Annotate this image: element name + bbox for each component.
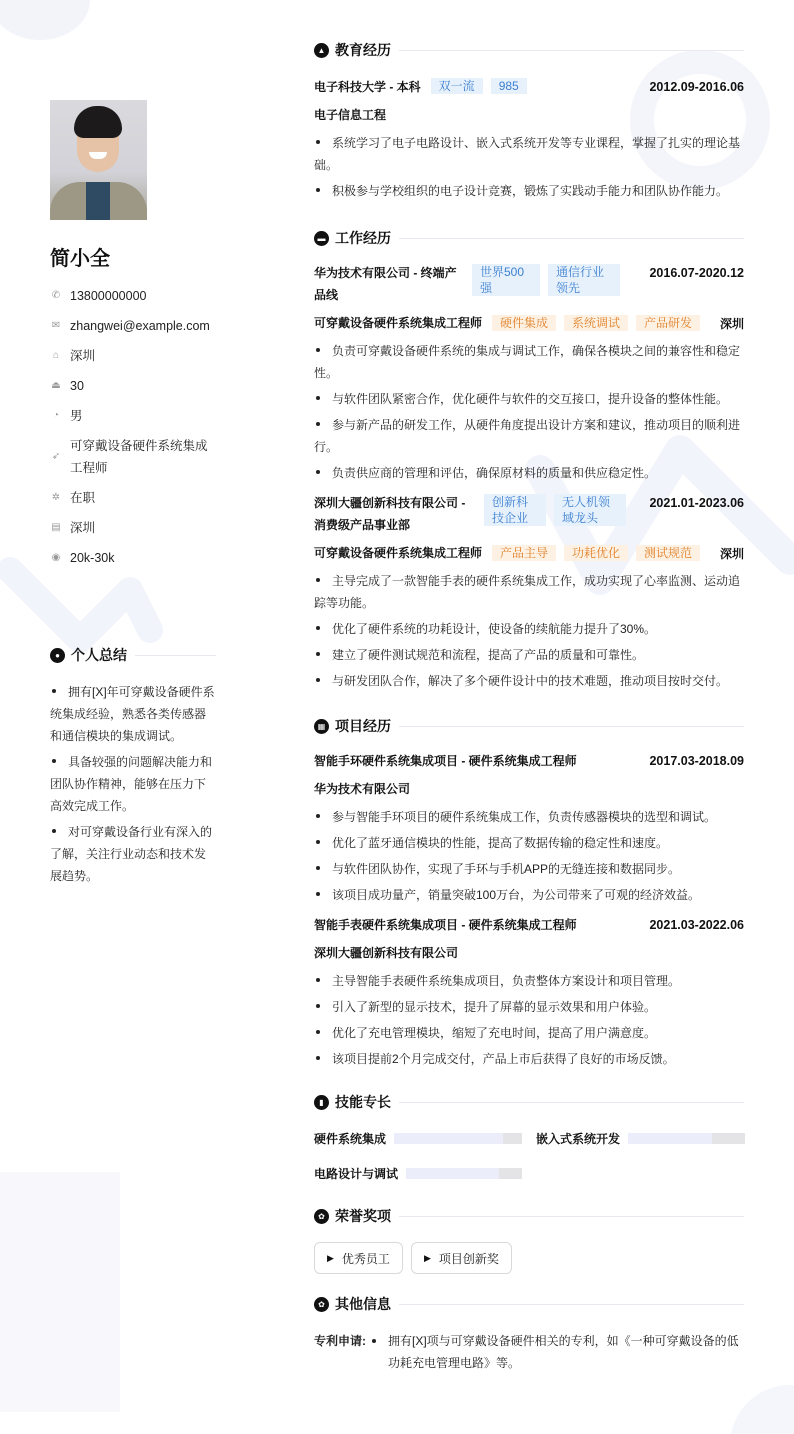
summary-list <box>50 681 216 887</box>
list-item: 拥有[X]年可穿戴设备硬件系统集成经验，熟悉各类传感器和通信模块的集成调试。 <box>50 685 215 743</box>
section-header: ✿ 其他信息 <box>314 1294 744 1314</box>
project-name: 智能手环硬件系统集成项目 - 硬件系统集成工程师 <box>314 754 577 768</box>
main-content <box>314 40 744 1374</box>
decorative-circle <box>0 0 90 40</box>
avatar <box>50 100 147 220</box>
divider <box>399 1216 744 1217</box>
work-entry-header <box>314 492 744 536</box>
work-bullets <box>314 570 744 692</box>
decorative-rect <box>0 1172 120 1412</box>
awards-section <box>314 1206 744 1274</box>
summary-section <box>50 645 216 891</box>
cake-icon: ⏏ <box>51 380 61 391</box>
section-header: ▬ 工作经历 <box>314 228 744 248</box>
phone-icon: ✆ <box>51 290 61 301</box>
divider <box>399 238 744 239</box>
position-title: 可穿戴设备硬件系统集成工程师 <box>314 546 483 560</box>
company-name: 深圳大疆创新科技有限公司 - 消费级产品事业部 <box>314 496 466 532</box>
home-icon: ⌂ <box>52 350 60 361</box>
section-header: ▲ 教育经历 <box>314 40 744 60</box>
project-entry-header <box>314 914 744 936</box>
send-icon: ➶ <box>51 451 61 462</box>
list-item: 参与智能手环项目的硬件系统集成工作，负责传感器模块的选型和调试。 <box>314 806 744 828</box>
work-section <box>314 228 744 692</box>
date-range: 2021.03-2022.06 <box>649 918 744 932</box>
list-item: 优化了充电管理模块，缩短了充电时间，提高了用户满意度。 <box>314 1022 744 1044</box>
list-item: 与软件团队紧密合作，优化硬件与软件的交互接口，提升设备的整体性能。 <box>314 388 744 410</box>
list-item: 主导智能手表硬件系统集成项目，负责整体方案设计和项目管理。 <box>314 970 744 992</box>
skill-tag: 产品主导 <box>492 545 556 561</box>
list-item: 优化了硬件系统的功耗设计，使设备的续航能力提升了30%。 <box>314 618 744 640</box>
skills-section <box>314 1092 744 1182</box>
skill-bar <box>394 1133 522 1144</box>
list-item: 参与新产品的研发工作，从硬件角度提出设计方案和建议，推动项目的顺利进行。 <box>314 418 741 454</box>
salary-icon: ◉ <box>51 552 61 563</box>
section-title: 个人总结 <box>71 647 127 663</box>
section-header: ▦ 项目经历 <box>314 716 744 736</box>
graduation-cap-icon: ▲ <box>314 43 329 58</box>
list-item: 主导完成了一款智能手表的硬件系统集成工作，成功实现了心率监测、运动追踪等功能。 <box>314 574 741 610</box>
work-location: 深圳 <box>719 546 744 561</box>
list-item: 优化了蓝牙通信模块的性能，提高了数据传输的稳定性和速度。 <box>314 832 744 854</box>
company-name: 华为技术有限公司 - 终端产品线 <box>314 266 457 302</box>
section-header: ✿ 荣誉奖项 <box>314 1206 744 1226</box>
skill-tag: 功耗优化 <box>564 545 628 561</box>
contact-info-list <box>50 285 216 569</box>
company-tag: 通信行业领先 <box>548 264 620 296</box>
divider <box>399 1102 744 1103</box>
status-icon: ✲ <box>51 492 61 503</box>
skill-item: 硬件系统集成 <box>314 1130 522 1147</box>
divider <box>399 1304 744 1305</box>
school-name: 电子科技大学 - 本科 <box>314 80 421 94</box>
info-age: ⏏ 30 <box>50 375 216 397</box>
info-gender: ◔ 男 <box>50 405 216 427</box>
skill-item: 嵌入式系统开发 <box>536 1130 745 1147</box>
email-icon: ✉ <box>51 320 61 331</box>
bar-chart-icon: ▮ <box>314 1095 329 1110</box>
info-icon: ✿ <box>314 1297 329 1312</box>
info-job-target: ➶ 可穿戴设备硬件系统集成工程师 <box>50 435 216 479</box>
info-salary: ◉ 20k-30k <box>50 547 216 569</box>
briefcase-icon: ▬ <box>314 231 329 246</box>
gender-icon: ◔ <box>52 410 60 421</box>
award-item[interactable]: ▶ 项目创新奖 <box>411 1242 512 1274</box>
date-range: 2016.07-2020.12 <box>649 266 744 280</box>
patent-row <box>314 1330 744 1374</box>
project-entry-header <box>314 750 744 772</box>
list-item: 负责供应商的管理和评估，确保原材料的质量和供应稳定性。 <box>314 462 744 484</box>
building-icon: ▤ <box>51 522 61 533</box>
education-entry-header <box>314 76 744 98</box>
section-header <box>50 645 216 665</box>
play-icon: ▶ <box>327 1252 334 1263</box>
project-company: 深圳大疆创新科技有限公司 <box>314 946 459 960</box>
skill-item: 电路设计与调试 <box>314 1165 522 1182</box>
skill-bar <box>406 1168 522 1179</box>
project-bullets <box>314 970 744 1070</box>
list-item: 积极参与学校组织的电子设计竞赛，锻炼了实践动手能力和团队协作能力。 <box>314 180 744 202</box>
info-target-city: ▤ 深圳 <box>50 517 216 539</box>
list-item: 负责可穿戴设备硬件系统的集成与调试工作，确保各模块之间的兼容性和稳定性。 <box>314 344 741 380</box>
school-tag: 双一流 <box>431 78 483 94</box>
info-location: ⌂ 深圳 <box>50 345 216 367</box>
education-bullets <box>314 132 744 202</box>
other-section <box>314 1294 744 1374</box>
position-title: 可穿戴设备硬件系统集成工程师 <box>314 316 483 330</box>
info-status: ✲ 在职 <box>50 487 216 509</box>
work-location: 深圳 <box>719 316 744 331</box>
project-company: 华为技术有限公司 <box>314 782 411 796</box>
patent-label: 专利申请: <box>314 1334 366 1348</box>
company-tag: 创新科技企业 <box>484 494 546 526</box>
list-item: 对可穿戴设备行业有深入的了解，关注行业动态和技术发展趋势。 <box>50 825 213 883</box>
divider <box>399 726 744 727</box>
company-tag: 世界500强 <box>472 264 540 296</box>
info-email: ✉ zhangwei@example.com <box>50 315 216 337</box>
award-icon: ✿ <box>314 1209 329 1224</box>
company-tag: 无人机领域龙头 <box>554 494 626 526</box>
candidate-name: 简小全 <box>50 248 110 270</box>
skill-tag: 测试规范 <box>636 545 700 561</box>
project-bullets <box>314 806 744 906</box>
date-range: 2017.03-2018.09 <box>649 754 744 768</box>
grid-icon: ▦ <box>314 719 329 734</box>
date-range: 2012.09-2016.06 <box>649 80 744 94</box>
work-bullets <box>314 340 744 484</box>
decorative-circle <box>730 1385 794 1434</box>
list-item: 与软件团队协作，实现了手环与手机APP的无缝连接和数据同步。 <box>314 858 744 880</box>
date-range: 2021.01-2023.06 <box>649 496 744 510</box>
list-item: 引入了新型的显示技术，提升了屏幕的显示效果和用户体验。 <box>314 996 744 1018</box>
divider <box>135 655 216 656</box>
divider <box>399 50 744 51</box>
skill-bar <box>628 1133 745 1144</box>
skill-tag: 硬件集成 <box>492 315 556 331</box>
list-item: 该项目成功量产，销量突破100万台，为公司带来了可观的经济效益。 <box>314 884 744 906</box>
list-item: 具备较强的问题解决能力和团队协作精神，能够在压力下高效完成工作。 <box>50 755 213 813</box>
sidebar <box>50 100 216 577</box>
education-section <box>314 40 744 202</box>
skill-tag: 产品研发 <box>636 315 700 331</box>
list-item: 建立了硬件测试规范和流程，提高了产品的质量和可靠性。 <box>314 644 744 666</box>
school-tag: 985 <box>491 78 527 94</box>
patent-text: 拥有[X]项与可穿戴设备硬件相关的专利，如《一种可穿戴设备的低功耗充电管理电路》等。 <box>388 1334 739 1370</box>
work-entry-header <box>314 262 744 306</box>
award-item[interactable]: ▶ 优秀员工 <box>314 1242 403 1274</box>
user-icon: ● <box>50 648 65 663</box>
list-item: 该项目提前2个月完成交付，产品上市后获得了良好的市场反馈。 <box>314 1048 744 1070</box>
projects-section <box>314 716 744 1070</box>
skills-grid <box>314 1130 744 1182</box>
list-item: 与研发团队合作，解决了多个硬件设计中的技术难题，推动项目按时交付。 <box>314 670 744 692</box>
awards-list <box>314 1242 744 1274</box>
play-icon: ▶ <box>423 1252 431 1263</box>
project-name: 智能手表硬件系统集成项目 - 硬件系统集成工程师 <box>314 918 577 932</box>
info-phone: ✆ 13800000000 <box>50 285 216 307</box>
list-item: 系统学习了电子电路设计、嵌入式系统开发等专业课程，掌握了扎实的理论基础。 <box>314 136 741 172</box>
section-header: ▮ 技能专长 <box>314 1092 744 1112</box>
skill-tag: 系统调试 <box>564 315 628 331</box>
major: 电子信息工程 <box>314 108 387 122</box>
